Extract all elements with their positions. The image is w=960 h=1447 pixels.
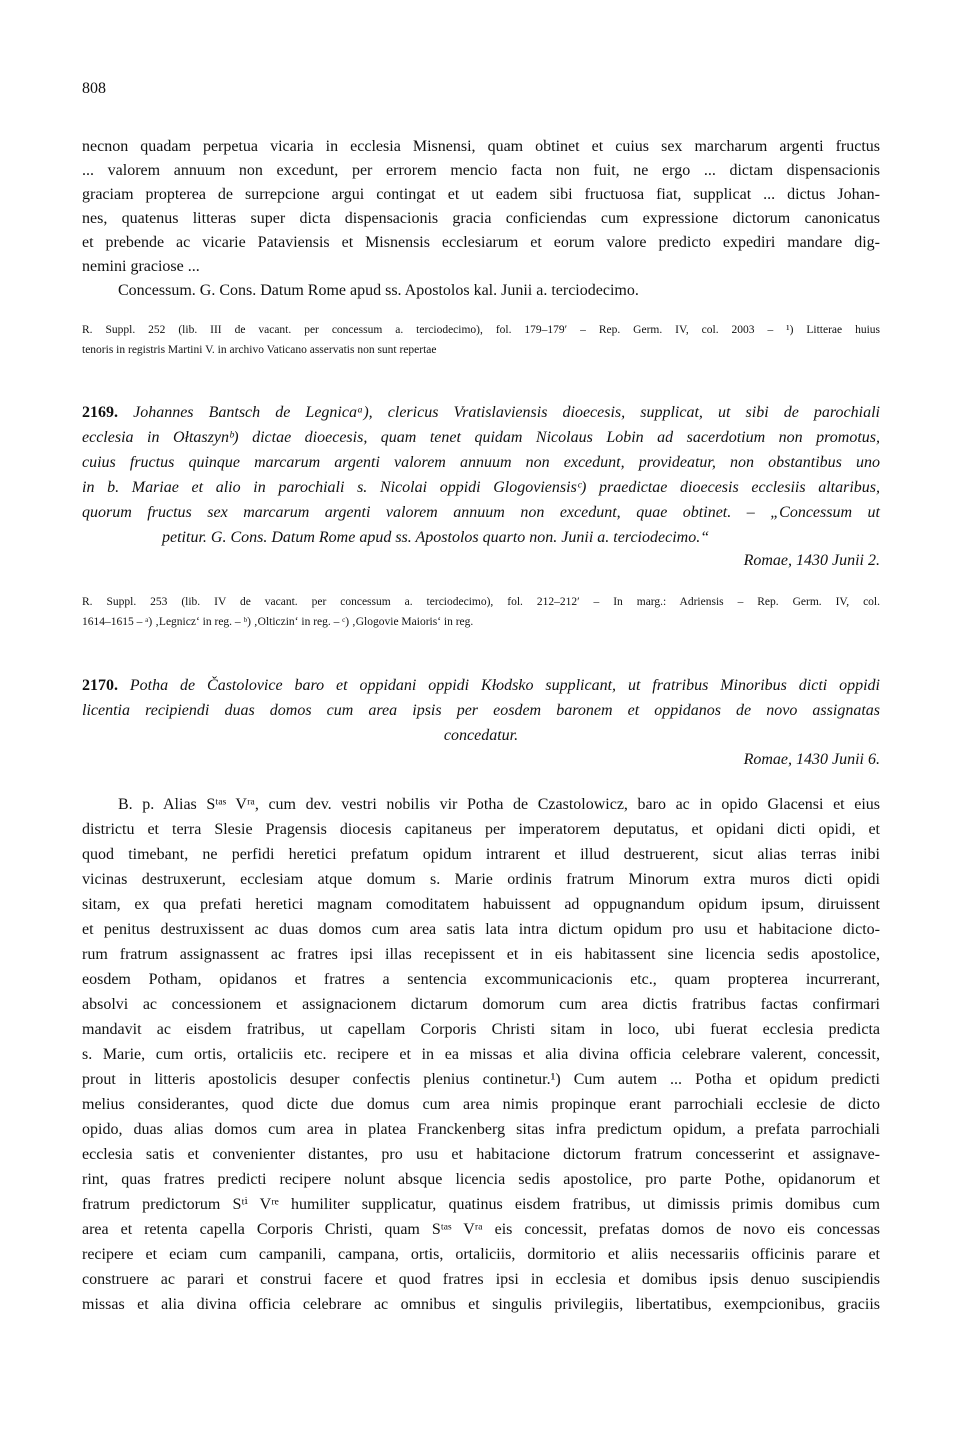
body-line: recipere et eciam cum campanili, campana, ortis, ortaliciis, dormitorio et aliis necessariis officinis parare et (82, 1246, 880, 1263)
body-line: et penitus destruxissent ac duas domos cum area satis lata intra dictum opidum pro usu et habitacione dicto- (82, 921, 880, 938)
body-line: melius considerantes, quod dicte due domus cum area nimis propinque erant parrochiali ecclesie de dicto (82, 1096, 880, 1113)
entry-number: 2169. (82, 404, 118, 421)
entry-text: Johannes Bantsch de Legnicaᵃ), clericus Vratislaviensis dioecesis, supplicat, ut sibi de parochiali (133, 404, 880, 421)
text-line: ecclesia in Ołtaszynᵇ) dictae dioecesis, quam tenet quidam Nicolaus Lobin ad sacerdotium non promotus, (82, 429, 880, 446)
footnote-line: tenoris in registris Martini V. in archivo Vaticano asservatis non sunt repertae (82, 344, 437, 356)
body-line: quod timebant, ne perfidi heretici prefatum opidum intrarent et illud destruerent, sicut alias terras inibi (82, 846, 880, 863)
entry-date: Romae, 1430 Junii 6. (743, 751, 880, 768)
body-line: B. p. Alias Sᵗᵃˢ Vʳᵃ, cum dev. vestri nobilis vir Potha de Czastolowicz, baro ac in opido Glacensi et eius (118, 796, 880, 813)
body-line: absolvi ac concessionem et assignacionem dictarum domorum cum area dictis fratribus factas confirmari (82, 996, 880, 1013)
body-line: s. Marie, cum ortis, ortaliciis etc. recipere et in ea missas et alia divina officia celebrare valerent, concessit, (82, 1046, 880, 1063)
text-line: ... valorem annuum non excedunt, per errorem mencio facta non fuit, ne ergo ... dictam dispensacionis (82, 162, 880, 179)
body-line: opido, duas alias domos cum area in platea Franckenberg sitas infra predictum opidum, a prefata parrochiali (82, 1121, 880, 1138)
body-line: sitam, ex qua prefati heretici magnam comoditatem habuissent ad oppugnandum opidum ipsum, diruissent (82, 896, 880, 913)
page-number: 808 (82, 80, 106, 97)
body-line: ecclesia satis et convenienter distantes, pro usu et habitacione dictorum fratrum concesserint et assignave- (82, 1146, 880, 1163)
body-line: fratrum predictorum Sᵗⁱ Vʳᵉ humiliter supplicatur, quatinus eisdem fratribus, ut dimissis primis domibus cum (82, 1196, 880, 1213)
body-line: prout in litteris apostolicis desuper confectis plenius continetur.¹) Cum autem ... Potha et opidum predicti (82, 1071, 880, 1088)
entry-text: Potha de Častolovice baro et oppidani oppidi Kłodsko supplicant, ut fratribus Minoribus dicti oppidi (129, 677, 881, 694)
text-line: necnon quadam perpetua vicaria in ecclesia Misnensi, quam obtinet et cuius sex marcharum argenti fructus (82, 138, 880, 155)
text-line: nemini graciose ... (82, 258, 200, 275)
body-line: mandavit ac eisdem fratribus, ut capellam Corporis Christi sitam in loco, ubi fuerat ecclesia predicta (82, 1021, 880, 1038)
concessum-line: Concessum. G. Cons. Datum Rome apud ss. Apostolos kal. Junii a. terciodecimo. (118, 282, 639, 299)
entry-number: 2170. (82, 677, 118, 694)
entry-2169-heading (82, 403, 880, 423)
body-line: districtu et terra Slesie Pragensis diocesis capitaneus per imperatorem deputatus, et opidani dicti opidi, et (82, 821, 880, 838)
text-line: et prebende ac vicarie Pataviensis et Misnensis ecclesiarum et eorum valore predicto expediri mandare dig- (82, 234, 880, 251)
text-line: quorum fructus sex marcarum argenti valorem annuum non excedunt, quae obtinet. – „Concessum ut (82, 504, 880, 521)
body-line: construere ac parari et construi facere et quod fratres ipsi in ecclesia et domibus ipsis denuo suscipiendis (82, 1271, 880, 1288)
footnote-line: R. Suppl. 253 (lib. IV de vacant. per concessum a. terciodecimo), fol. 212–212′ – In marg.: Adriensis – Rep. Germ. IV, col. (82, 596, 880, 608)
text-line: graciam propterea de surrepcione argui contingat et ut eadem sibi fructuosa fiat, supplicat ... dictus Johan- (82, 186, 880, 203)
text-line: concedatur. (443, 727, 519, 744)
text-line: nes, quatenus litteras super dicta dispensacionis gracia conficiendas cum expressione dictorum canonicatus (82, 210, 880, 227)
entry-date: Romae, 1430 Junii 2. (743, 552, 880, 569)
entry-2170-heading (82, 676, 880, 696)
footnote-line: R. Suppl. 252 (lib. III de vacant. per concessum a. terciodecimo), fol. 179–179′ – Rep. Germ. IV, col. 2003 – ¹) Litterae huius (82, 324, 880, 336)
text-line: cuius fructus quinque marcarum argenti valorem annuum non excedunt, provideatur, non obstantibus uno (82, 454, 880, 471)
body-line: vicinas destruxerunt, ecclesiam atque domum s. Marie ordinis fratrum Minorum extra muros dicti opidi (82, 871, 880, 888)
body-line: missas et alia divina officia celebrare ac omnibus et singulis privilegiis, libertatibus, exempcionibus, graciis (82, 1296, 880, 1313)
text-line: in b. Mariae et alio in parochiali s. Nicolai oppidi Glogoviensisᶜ) praedictae dioecesis ecclesiis altaribus, (82, 479, 880, 496)
text-line: petitur. G. Cons. Datum Rome apud ss. Apostolos quarto non. Junii a. terciodecimo.“ (162, 529, 710, 546)
footnote-line: 1614–1615 – ᵃ) ‚Legnicz‘ in reg. – ᵇ) ‚Olticzin‘ in reg. – ᶜ) ‚Glogovie Maioris‘ in reg. (82, 616, 474, 628)
body-line: area et retenta capella Corporis Christi, quam Sᵗᵃˢ Vʳᵃ eis concessit, prefatas domos de novo eis concessas (82, 1221, 880, 1238)
body-line: rint, quas fratres predicti recipere nolunt absque licencia sedis apostolice, pro parte Pothe, opidanorum et (82, 1171, 880, 1188)
text-line: licentia recipiendi duas domos cum area ipsis per eosdem baronem et oppidanos de novo assignatas (82, 702, 880, 719)
body-line: rum fratrum assignassent ac fratres ipsi illas recepissent et in eis habitassent sine licencia sedis apostolice, (82, 946, 880, 963)
body-line: eosdem Potham, opidanos et fratres a sentencia excommunicacionis etc., quam propterea incurrerant, (82, 971, 880, 988)
